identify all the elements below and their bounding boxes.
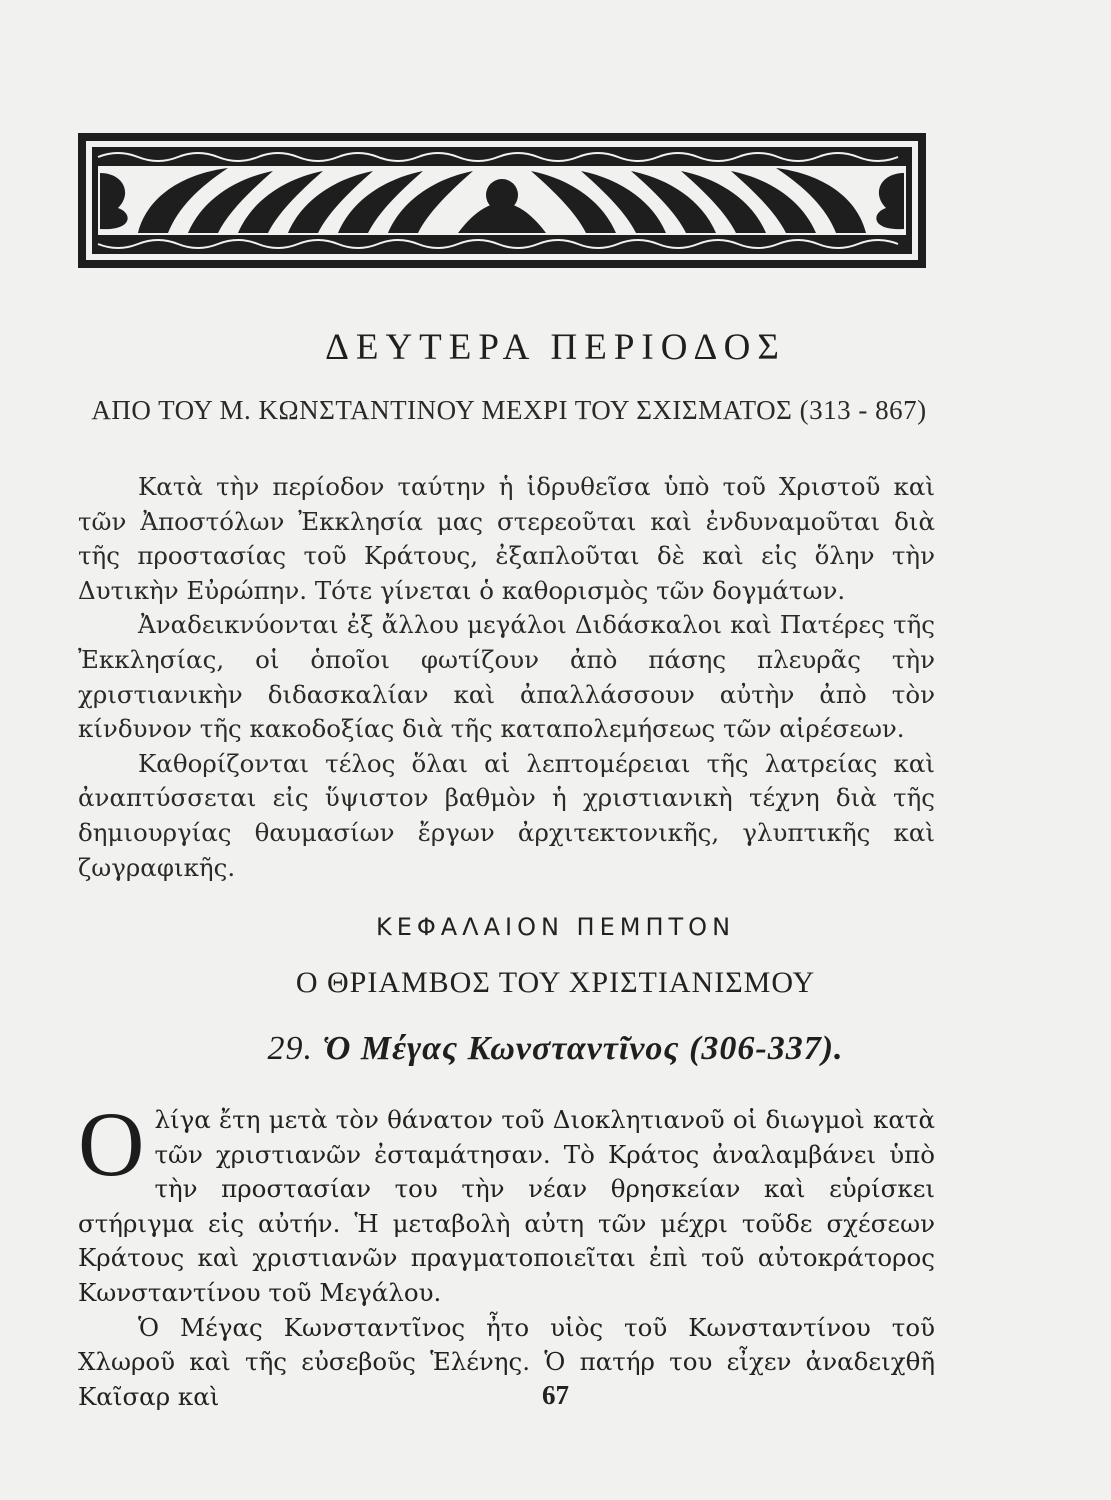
chapter-label: ΚΕΦΑΛΑΙΟΝ ΠΕΜΠΤΟΝ <box>375 913 736 941</box>
page-number: 67 <box>542 1380 569 1410</box>
drop-cap: Ο <box>78 1093 145 1195</box>
section-title: Ὁ Μέγας Κωνσταντῖνος (306-337). <box>322 1030 844 1067</box>
intro-paragraph-3: Καθορίζονται τέλος ὅλαι αἱ λεπτομέρειαι τῆς λατρείας καὶ ἀναπτύσσεται εἰς ὕψιστον βαθμὸν ἡ χριστιανικὴ τέχνη διὰ τῆς δημιουργίας θαυμασίων ἔργων ἀρχιτεκτονικῆς, γλυπτικῆς καὶ ζωγραφικῆς. <box>78 748 935 882</box>
section-heading <box>0 1030 1111 1068</box>
decorative-header-ornament <box>78 133 926 268</box>
intro-text <box>78 470 935 885</box>
intro-paragraph-1: Κατὰ τὴν περίοδον ταύτην ἡ ἱδρυθεῖσα ὑπὸ τοῦ Χριστοῦ καὶ τῶν Ἀποστόλων Ἐκκλησία μας στερεοῦται καὶ ἐνδυναμοῦται διὰ τῆς προστασίας τοῦ Κράτους, ἐξαπλοῦται δὲ καὶ εἰς ὅλην τὴν Δυτικὴν Εὐρώπην. Τότε γίνεται ὁ καθορισμὸς τῶν δογμάτων. <box>78 472 935 605</box>
part-subtitle: ΑΠΟ ΤΟΥ Μ. ΚΩΝΣΤΑΝΤΙΝΟΥ ΜΕΧΡΙ ΤΟΥ ΣΧΙΣΜΑΤΟΣ (313 - 867) <box>91 395 927 425</box>
section-number: 29. <box>267 1030 313 1067</box>
part-title: ΔΕΥΤΕΡΑ ΠΕΡΙΟΔΟΣ <box>325 327 786 368</box>
body-paragraph-2: Ὁ Μέγας Κωνσταντῖνος ἦτο υἱὸς τοῦ Κωνσταντίνου τοῦ Χλωροῦ καὶ τῆς εὐσεβοῦς Ἑλένης. Ὁ πατήρ του εἶχεν ἀναδειχθῆ Καῖσαρ καὶ <box>78 1312 935 1411</box>
intro-paragraph-2: Ἀναδεικνύονται ἐξ ἄλλου μεγάλοι Διδάσκαλοι καὶ Πατέρες τῆς Ἐκκλησίας, οἱ ὁποῖοι φωτίζουν ἀπὸ πάσης πλευρᾶς τὴν χριστιανικὴν διδασκαλίαν καὶ ἀπαλλάσσουν αὐτὴν ἀπὸ τὸν κίνδυνον τῆς κακοδοξίας διὰ τῆς καταπολεμήσεως τῶν αἱρέσεων. <box>78 610 935 744</box>
body-text <box>78 1093 935 1414</box>
chapter-title: Ο ΘΡΙΑΜΒΟΣ ΤΟΥ ΧΡΙΣΤΙΑΝΙΣΜΟΥ <box>295 966 816 999</box>
body-paragraph-1: λίγα ἔτη μετὰ τὸν θάνατον τοῦ Διοκλητιανοῦ οἱ διωγμοὶ κατὰ τῶν χριστιανῶν ἐσταμάτησαν. Τὸ Κράτος ἀναλαμβάνει ὑπὸ τὴν προστασίαν του τὴν νέαν θρησκείαν καὶ εὑρίσκει στήριγμα εἰς αὐτήν. Ἡ μεταβολὴ αὐτη τῶν μέχρι τοῦδε σχέσεων Κράτους καὶ χριστιανῶν πραγματοποιεῖται ἐπὶ τοῦ αὐτοκράτορος Κωνσταντίνου τοῦ Μεγάλου. <box>78 1105 935 1307</box>
